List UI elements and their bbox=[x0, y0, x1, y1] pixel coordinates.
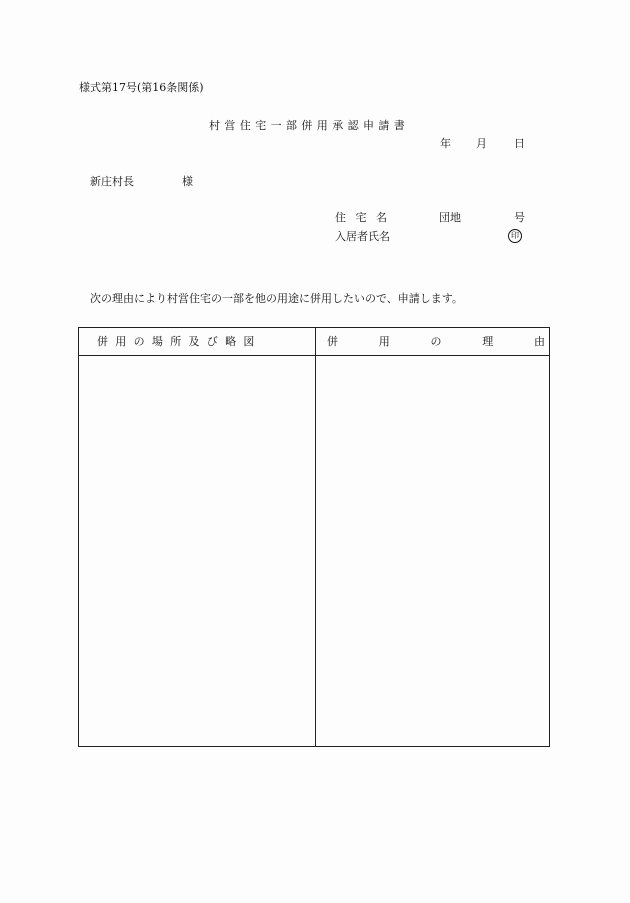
date-day: 日 bbox=[514, 137, 525, 150]
col-reason-header bbox=[327, 335, 545, 349]
document-title: 村営住宅一部併用承認申請書 bbox=[209, 119, 410, 132]
reason-header-char: 併 bbox=[327, 335, 338, 348]
seal-mark: 印 bbox=[508, 229, 522, 243]
application-statement: 次の理由により村営住宅の一部を他の用途に併用したいので、申請します。 bbox=[90, 292, 463, 305]
housing-name-label: 住宅名 bbox=[335, 211, 397, 224]
reason-header-char: 由 bbox=[534, 335, 545, 348]
addressee bbox=[90, 175, 193, 189]
addressee-name: 新庄村長 bbox=[90, 175, 134, 188]
housing-name-row bbox=[335, 211, 525, 225]
reason-header-char: 理 bbox=[482, 335, 494, 348]
date-line bbox=[440, 137, 525, 151]
addressee-honorific: 様 bbox=[182, 175, 193, 188]
application-table bbox=[78, 327, 550, 747]
date-year: 年 bbox=[440, 137, 451, 150]
location-sketch-area[interactable] bbox=[79, 356, 315, 746]
date-month: 月 bbox=[476, 137, 487, 150]
reason-area[interactable] bbox=[316, 356, 549, 746]
resident-name-row bbox=[335, 230, 508, 244]
resident-name-label: 入居者氏名 bbox=[335, 230, 390, 243]
room-number-label: 号 bbox=[514, 211, 525, 224]
col-location-sketch-header: 併用の場所及び略図 bbox=[97, 335, 262, 348]
danchi-label: 団地 bbox=[439, 211, 461, 224]
reason-header-char: の bbox=[430, 335, 442, 348]
reason-header-char: 用 bbox=[378, 335, 390, 348]
form-number: 様式第17号(第16条関係) bbox=[79, 81, 204, 94]
